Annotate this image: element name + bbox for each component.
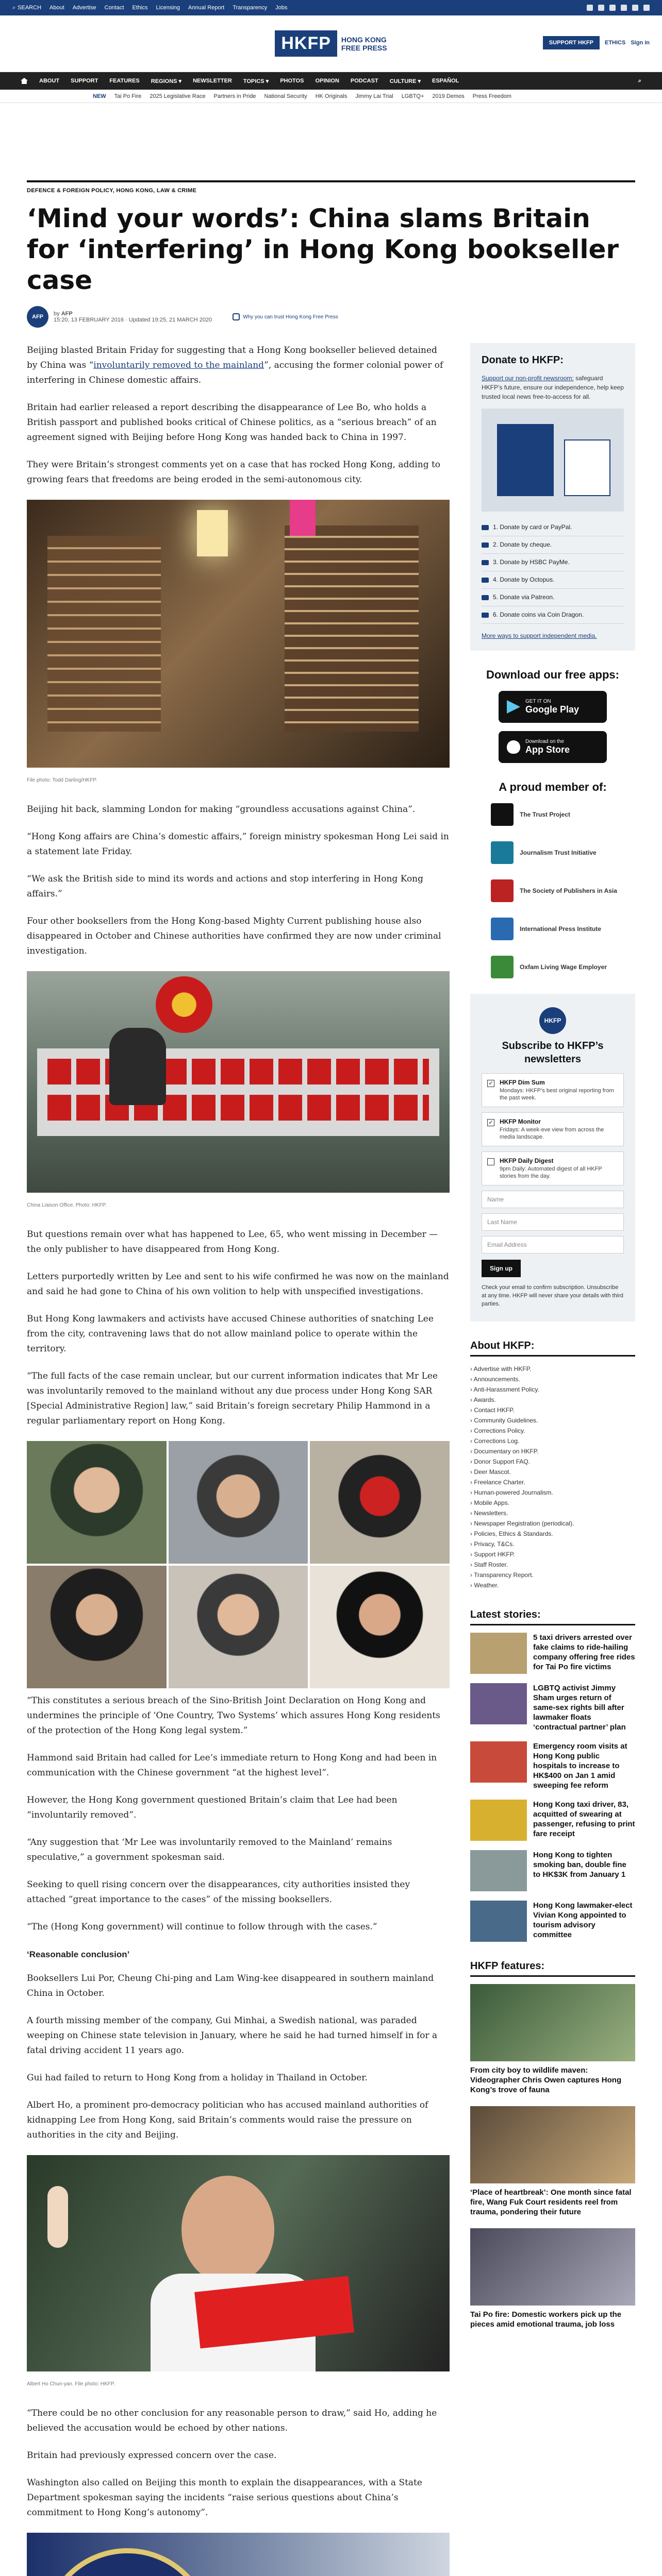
article-category[interactable]: DEFENCE & FOREIGN POLICY, HONG KONG, LAW & CRIME bbox=[27, 180, 635, 194]
feature-item[interactable]: From city boy to wildlife maven: Videographer Chris Owen captures Hong Kong’s trove of fauna bbox=[470, 1984, 635, 2095]
paragraph: “We ask the British side to mind its words and actions and stop interfering in Hong Kong affairs.” bbox=[27, 874, 424, 899]
story-item[interactable]: Emergency room visits at Hong Kong public hospitals to increase to HK$400 on Jan 1 amid sweeping fee reform bbox=[470, 1741, 635, 1790]
story-thumbnail bbox=[470, 1741, 527, 1783]
nav-item[interactable]: REGIONS ▾ bbox=[151, 78, 182, 84]
member-logo[interactable]: Oxfam Living Wage Employer bbox=[491, 956, 635, 978]
paragraph: “Any suggestion that ‘Mr Lee was involuntarily removed to the Mainland’ remains speculative,” a government spokesman said. bbox=[27, 1837, 392, 1862]
donate-options bbox=[482, 519, 624, 624]
octopus-icon bbox=[482, 578, 489, 583]
youtube-icon[interactable] bbox=[621, 5, 627, 11]
nav-item[interactable]: TOPICS ▾ bbox=[243, 78, 269, 84]
google-play-button[interactable]: GET IT ON Google Play bbox=[499, 691, 607, 723]
email-field[interactable]: Email Address bbox=[482, 1236, 624, 1253]
photo-caption: China Liaison Office. Photo: HKFP. bbox=[27, 1202, 107, 1208]
paragraph: Britain had earlier released a report describing the disappearance of Lee Bo, who holds a British passport and published books critical of Chinese politics, as a “serious breach” of an agreement signed with Beijing before Hong Kong was handed back to China in 1997. bbox=[27, 402, 437, 443]
donate-lead-link[interactable]: Support our non-profit newsroom: bbox=[482, 375, 574, 382]
feature-image bbox=[470, 2228, 635, 2306]
paragraph: But Hong Kong lawmakers and activists have accused Chinese authorities of snatching Lee from the city, contravening laws that do not allow mainland police to operate within the territory. bbox=[27, 1314, 434, 1354]
trending-link[interactable]: LGBTQ+ bbox=[401, 93, 424, 99]
story-thumbnail bbox=[470, 1901, 527, 1942]
trending-link[interactable]: Partners in Pride bbox=[213, 93, 256, 99]
article-title: ‘Mind your words’: China slams Britain for ‘interfering’ in Hong Kong bookseller case bbox=[27, 204, 619, 295]
bookseller-portrait bbox=[27, 1441, 167, 1564]
nav-item[interactable]: ABOUT bbox=[39, 78, 60, 84]
paragraph: Hammond said Britain had called for Lee’s immediate return to Hong Kong and had been in communication with the Chinese government “at the highest level”. bbox=[27, 1753, 437, 1778]
paragraph: “This constitutes a serious breach of the Sino-British Joint Declaration on Hong Kong and undermines the principle of ‘One Country, Two Systems’ which assures Hong Kong residents of the protection of the Hong Kong legal system.” bbox=[27, 1696, 440, 1736]
inline-link[interactable]: involuntarily removed to the mainland bbox=[93, 360, 264, 370]
albert-ho-photo bbox=[27, 2155, 450, 2371]
about-link[interactable]: › Advertise with HKFP. bbox=[470, 1364, 635, 1374]
oxfam-logo bbox=[491, 956, 514, 978]
paragraph: They were Britain’s strongest comments yet on a case that has rocked Hong Kong, adding to growing fears that freedoms are being eroded in the semi-autonomous city. bbox=[27, 460, 441, 485]
bookseller-portrait bbox=[27, 1566, 167, 1688]
newsletter-logo: HKFP bbox=[539, 1007, 566, 1034]
paragraph: Seeking to quell rising concern over the disappearances, city authorities insisted they attached “great importance to the cases” of the missing booksellers. bbox=[27, 1879, 410, 1905]
about-link[interactable]: › Community Guidelines. bbox=[470, 1415, 635, 1426]
trending-link[interactable]: Tai Po Fire bbox=[114, 93, 142, 99]
sign-up-button[interactable]: Sign up bbox=[482, 1260, 521, 1277]
about-link[interactable]: › Staff Roster. bbox=[470, 1560, 635, 1570]
donate-option[interactable]: 2. Donate by cheque. bbox=[482, 536, 624, 554]
donate-option[interactable]: 3. Donate by HSBC PayMe. bbox=[482, 554, 624, 571]
newsletter-checkbox[interactable] bbox=[487, 1158, 494, 1165]
newsletter-title: Subscribe to HKFP’s newsletters bbox=[502, 1040, 604, 1065]
nav-item[interactable]: OPINION bbox=[315, 78, 339, 84]
bookstore-photo bbox=[27, 500, 450, 768]
trending-link[interactable]: HK Originals bbox=[315, 93, 347, 99]
top-link[interactable]: Annual Report bbox=[188, 5, 225, 11]
last-name-field[interactable]: Last Name bbox=[482, 1213, 624, 1231]
more-ways-link[interactable]: More ways to support independent media. bbox=[482, 632, 597, 639]
social-links bbox=[587, 5, 650, 11]
nav-item[interactable]: PHOTOS bbox=[280, 78, 304, 84]
paragraph: Washington also called on Beijing this month to explain the disappearances, with a State Department spokesman saying the incidents “raise serious questions about China’s commitment to Hong Kong’s autonomy”. bbox=[27, 2478, 422, 2518]
article-dates: 15:20, 13 FEBRUARY 2016 · Updated 19:25, 21 MARCH 2020 bbox=[54, 317, 212, 323]
latest-title: Latest stories: bbox=[470, 1609, 635, 1625]
story-item[interactable]: 5 taxi drivers arrested over fake claims to ride-hailing company offering free rides for Tai Po fire victims bbox=[470, 1633, 635, 1674]
section-heading: ‘Reasonable conclusion’ bbox=[27, 1950, 130, 1959]
member-logo[interactable]: International Press Institute bbox=[491, 918, 635, 940]
feature-item[interactable]: Tai Po fire: Domestic workers pick up the pieces amid emotional trauma, job loss bbox=[470, 2228, 635, 2329]
patreon-icon bbox=[482, 595, 489, 600]
top-link[interactable]: Transparency bbox=[233, 5, 268, 11]
newsletter-checkbox[interactable]: ✓ bbox=[487, 1119, 494, 1126]
member-title: A proud member of: bbox=[499, 781, 607, 793]
sidebar bbox=[470, 343, 635, 2576]
trust-project-logo bbox=[491, 803, 514, 826]
jti-logo bbox=[491, 841, 514, 864]
story-item[interactable]: Hong Kong to tighten smoking ban, double fine to HK$3K from January 1 bbox=[470, 1850, 635, 1891]
paragraph: But questions remain over what has happened to Lee, 65, who went missing in December — the only publisher to have disappeared from Hong Kong. bbox=[27, 1229, 438, 1255]
donate-option[interactable]: 5. Donate via Patreon. bbox=[482, 589, 624, 606]
top-link[interactable]: Ethics bbox=[132, 5, 148, 11]
payme-icon bbox=[482, 560, 489, 565]
paragraph: Albert Ho, a prominent pro-democracy politician who has accused mainland authorities of kidnapping Lee from Hong Kong, said Britain’s comments would raise the pressure on authorities in the city and Beijing. bbox=[27, 2100, 428, 2140]
sign-in-link[interactable]: Sign in bbox=[631, 40, 650, 46]
paragraph: Booksellers Lui Por, Cheung Chi-ping and Lam Wing-kee disappeared in southern mainland China in October. bbox=[27, 1973, 434, 1998]
donate-illustration bbox=[482, 409, 624, 512]
site-logo[interactable] bbox=[275, 30, 387, 57]
paragraph: Beijing hit back, slamming London for making “groundless accusations against China”. bbox=[27, 804, 416, 815]
member-logo[interactable]: The Society of Publishers in Asia bbox=[491, 879, 635, 902]
site-header bbox=[0, 15, 662, 72]
paragraph: Four other booksellers from the Hong Kong-based Mighty Current publishing house also disappeared in October and Chinese authorities have confirmed they are now under criminal investigation. bbox=[27, 916, 441, 956]
first-name-field[interactable]: Name bbox=[482, 1191, 624, 1208]
story-item[interactable]: Hong Kong lawmaker-elect Vivian Kong appointed to tourism advisory committee bbox=[470, 1901, 635, 1942]
donate-text: Support our non-profit newsroom: safeguard HKFP’s future, ensure our independence, help keep trusted local news free-to-access for all. bbox=[482, 375, 624, 400]
feature-image bbox=[470, 1984, 635, 2061]
member-logo[interactable]: Journalism Trust Initiative bbox=[491, 841, 635, 864]
about-link[interactable]: › Newsletters. bbox=[470, 1508, 635, 1518]
member-logo[interactable]: The Trust Project bbox=[491, 803, 635, 826]
top-link[interactable]: Contact bbox=[104, 5, 124, 11]
photo-caption: Albert Ho Chun-yan. File photo: HKFP. bbox=[27, 2381, 115, 2387]
paragraph: “The (Hong Kong government) will continue to follow through with the cases.” bbox=[27, 1922, 377, 1932]
bookseller-portrait bbox=[310, 1441, 450, 1564]
app-store-button[interactable]: Download on the App Store bbox=[499, 731, 607, 763]
donate-option[interactable]: 4. Donate by Octopus. bbox=[482, 571, 624, 589]
us-state-department-photo bbox=[27, 2533, 450, 2576]
top-utility-bar bbox=[0, 0, 662, 15]
rss-icon[interactable] bbox=[643, 5, 650, 11]
search-icon: ⌕ bbox=[12, 4, 16, 11]
header-actions bbox=[543, 36, 650, 49]
about-link[interactable]: › Policies, Ethics & Standards. bbox=[470, 1529, 635, 1539]
newsletter-checkbox[interactable]: ✓ bbox=[487, 1080, 494, 1087]
ipi-logo bbox=[491, 918, 514, 940]
newsletter-note: Check your email to confirm subscription. Unsubscribe at any time. HKFP will never share your details with third parties. bbox=[482, 1284, 623, 1307]
new-label: NEW bbox=[93, 93, 106, 99]
search-icon[interactable]: ⌕ bbox=[638, 77, 641, 84]
liaison-office-photo bbox=[27, 971, 450, 1193]
sopa-logo bbox=[491, 879, 514, 902]
card-icon bbox=[482, 525, 489, 530]
top-link[interactable]: Advertise bbox=[72, 5, 96, 11]
trending-link[interactable]: National Security bbox=[264, 93, 307, 99]
about-link[interactable]: › Anti-Harassment Policy. bbox=[470, 1384, 635, 1395]
ethics-link[interactable]: ETHICS bbox=[604, 40, 626, 46]
support-hkfp-button[interactable]: SUPPORT HKFP bbox=[543, 36, 600, 49]
about-link[interactable]: › Weather. bbox=[470, 1580, 635, 1590]
nav-item[interactable]: FEATURES bbox=[109, 78, 140, 84]
newsletter-option[interactable]: ✓ HKFP Dim Sum Mondays: HKFP’s best original reporting from the past week. bbox=[482, 1073, 624, 1107]
paragraph: “The full facts of the case remain unclear, but our current information indicates that Mr Lee was involuntarily removed to the mainland without any due process under Hong Kong SAR [Special Administrative Region] law,” said Britain’s foreign secretary Philip Hammond in a regular parliamentary report on Hong Kong. bbox=[27, 1371, 438, 1426]
linkedin-icon[interactable] bbox=[632, 5, 638, 11]
story-item[interactable]: LGBTQ activist Jimmy Sham urges return of same-sex rights bill after lawmaker floats ‘contractual partner’ plan bbox=[470, 1683, 635, 1732]
author-name[interactable]: AFP bbox=[61, 311, 73, 317]
photo-caption: File photo: Todd Darling/HKFP. bbox=[27, 777, 97, 783]
about-link[interactable]: › Privacy, T&Cs. bbox=[470, 1539, 635, 1549]
trust-badge-icon bbox=[233, 313, 240, 320]
story-thumbnail bbox=[470, 1850, 527, 1891]
nav-item[interactable]: PODCAST bbox=[350, 78, 378, 84]
trending-link[interactable]: 2019 Demos bbox=[432, 93, 465, 99]
paragraph: Gui had failed to return to Hong Kong from a holiday in Thailand in October. bbox=[27, 2073, 368, 2083]
about-link[interactable]: › Mobile Apps. bbox=[470, 1498, 635, 1508]
bookseller-portrait bbox=[310, 1566, 450, 1688]
coin-icon bbox=[482, 613, 489, 618]
content-columns bbox=[27, 343, 635, 2576]
newsletter-option[interactable]: HKFP Daily Digest 9pm Daily: Automated digest of all HKFP stories from the day. bbox=[482, 1151, 624, 1185]
top-link[interactable]: Jobs bbox=[275, 5, 288, 11]
nav-item[interactable]: SUPPORT bbox=[71, 78, 98, 84]
nav-item[interactable]: CULTURE ▾ bbox=[389, 78, 421, 84]
story-thumbnail bbox=[470, 1633, 527, 1674]
about-link[interactable]: › Awards. bbox=[470, 1395, 635, 1405]
cheque-icon bbox=[482, 543, 489, 548]
trending-link[interactable]: Press Freedom bbox=[472, 93, 511, 99]
story-thumbnail bbox=[470, 1800, 527, 1841]
about-link[interactable]: › Contact HKFP. bbox=[470, 1405, 635, 1415]
nav-item[interactable]: ESPAÑOL bbox=[432, 78, 459, 84]
main-nav bbox=[0, 72, 662, 90]
home-icon[interactable] bbox=[21, 78, 28, 84]
features-section bbox=[470, 1960, 635, 2329]
facebook-icon[interactable] bbox=[587, 5, 593, 11]
article-body bbox=[27, 343, 450, 2576]
top-link[interactable]: Licensing bbox=[156, 5, 180, 11]
about-section bbox=[470, 1340, 635, 1590]
bookseller-portrait bbox=[169, 1441, 308, 1564]
story-item[interactable]: Hong Kong taxi driver, 83, acquitted of swearing at passenger, refusing to print fare receipt bbox=[470, 1800, 635, 1841]
donate-option[interactable]: 1. Donate by card or PayPal. bbox=[482, 519, 624, 536]
about-link[interactable]: › Deer Mascot. bbox=[470, 1467, 635, 1477]
logo-mark: HKFP bbox=[275, 30, 337, 57]
about-title: About HKFP: bbox=[470, 1340, 635, 1357]
about-link[interactable]: › Donor Support FAQ. bbox=[470, 1456, 635, 1467]
donate-option[interactable]: 6. Donate coins via Coin Dragon. bbox=[482, 606, 624, 624]
about-link[interactable]: › Documentary on HKFP. bbox=[470, 1446, 635, 1456]
paragraph: “There could be no other conclusion for any reasonable person to draw,” said Ho, adding he believed the accusation would be echoed by other nations. bbox=[27, 2408, 437, 2433]
feature-image bbox=[470, 2106, 635, 2183]
about-links bbox=[470, 1364, 635, 1590]
donate-title: Donate to HKFP: bbox=[482, 354, 564, 366]
about-link[interactable]: › Corrections Log. bbox=[470, 1436, 635, 1446]
google-play-icon bbox=[507, 700, 520, 714]
byline-text: by AFP 15:20, 13 FEBRUARY 2016 · Updated 19:25, 21 MARCH 2020 bbox=[54, 311, 212, 323]
trust-link[interactable]: Why you can trust Hong Kong Free Press bbox=[233, 313, 338, 320]
bookseller-portrait bbox=[169, 1566, 308, 1688]
paragraph: Letters purportedly written by Lee and sent to his wife confirmed he was now on the mainland and said he had gone to China of his own volition to help with unspecified investigations. bbox=[27, 1272, 449, 1297]
nav-item[interactable]: NEWSLETTER bbox=[193, 78, 232, 84]
latest-stories bbox=[470, 1609, 635, 1942]
apps-title: Download our free apps: bbox=[486, 668, 619, 681]
about-link[interactable]: › Newspaper Registration (periodical). bbox=[470, 1518, 635, 1529]
newsletter-box bbox=[470, 994, 635, 1321]
missing-booksellers-photo-grid bbox=[27, 1441, 450, 1688]
top-link[interactable]: About bbox=[49, 5, 64, 11]
paragraph: However, the Hong Kong government questioned Britain’s claim that Lee had been “involuntarily removed”. bbox=[27, 1795, 398, 1820]
about-link[interactable]: › Freelance Charter. bbox=[470, 1477, 635, 1487]
donate-box bbox=[470, 343, 635, 651]
instagram-icon[interactable] bbox=[609, 5, 616, 11]
article-container bbox=[27, 180, 635, 2576]
paragraph: “Hong Kong affairs are China’s domestic affairs,” foreign ministry spokesman Hong Lei said in a statement late Friday. bbox=[27, 832, 449, 857]
about-link[interactable]: › Human-powered Journalism. bbox=[470, 1487, 635, 1498]
logo-wordmark: HONG KONG FREE PRESS bbox=[341, 35, 387, 52]
author-avatar[interactable]: AFP bbox=[27, 306, 48, 328]
paragraph: A fourth missing member of the company, Gui Minhai, a Swedish national, was paraded weeping on Chinese state television in January, where he said he had turned himself in for a fatal driving accident 11 years ago. bbox=[27, 2015, 438, 2056]
newsletter-option[interactable]: ✓ HKFP Monitor Fridays: A week-eve view from across the media landscape. bbox=[482, 1112, 624, 1146]
paragraph: Britain had previously expressed concern over the case. bbox=[27, 2450, 277, 2461]
features-title: HKFP features: bbox=[470, 1960, 635, 1977]
feature-item[interactable]: ‘Place of heartbreak’: One month since fatal fire, Wang Fuk Court residents reel from trauma, pondering their future bbox=[470, 2106, 635, 2217]
trending-link[interactable]: 2025 Legislative Race bbox=[150, 93, 206, 99]
trending-bar bbox=[0, 90, 662, 103]
about-link[interactable]: › Announcements. bbox=[470, 1374, 635, 1384]
about-link[interactable]: › Transparency Report. bbox=[470, 1570, 635, 1580]
story-thumbnail bbox=[470, 1683, 527, 1724]
twitter-icon[interactable] bbox=[598, 5, 604, 11]
apple-icon bbox=[507, 740, 520, 754]
trending-link[interactable]: Jimmy Lai Trial bbox=[355, 93, 393, 99]
byline bbox=[27, 306, 635, 328]
paragraph: Beijing blasted Britain Friday for suggesting that a Hong Kong bookseller believed detained by China was “involuntarily removed to the mainland”, accusing the former colonial power of interfering in Chinese domestic affairs. bbox=[27, 345, 443, 385]
top-search-link[interactable]: ⌕ SEARCH bbox=[12, 4, 42, 11]
about-link[interactable]: › Corrections Policy. bbox=[470, 1426, 635, 1436]
about-link[interactable]: › Support HKFP. bbox=[470, 1549, 635, 1560]
